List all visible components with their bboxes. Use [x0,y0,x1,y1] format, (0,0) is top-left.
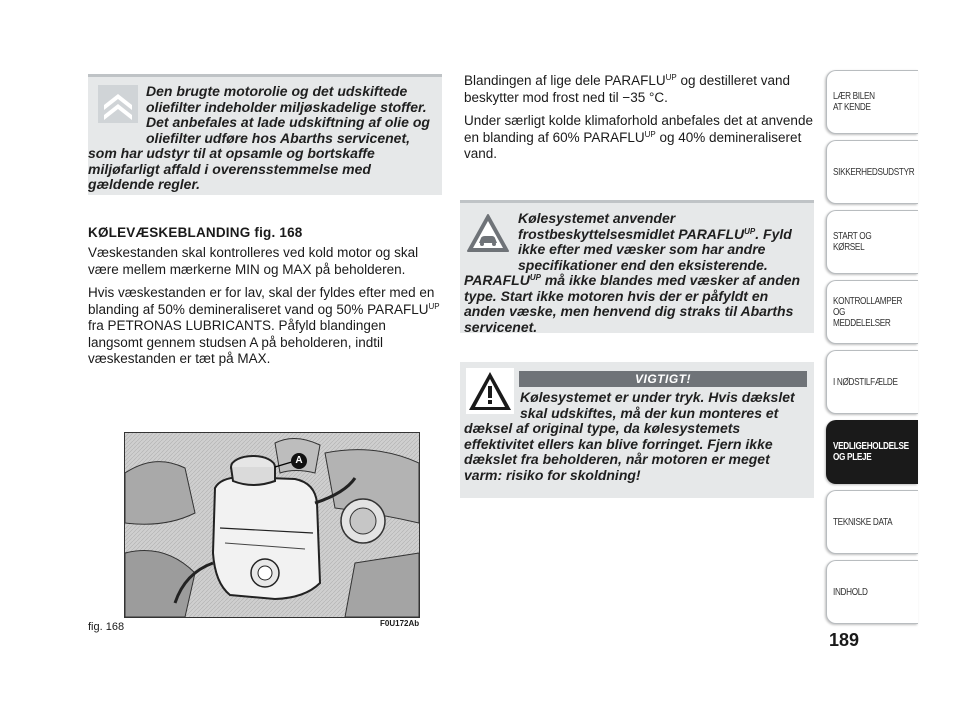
warning-text: Kølesystemet anvender frostbeskyttelsesmidlet $PARAFLU^{UP}$. Fyld ikke efter med væsker som har andre specifikationer end den eksisterende. $PARAFLU^{UP}$ må ikke blandes med væsker af anden type. Start ikke motoren hvis der er påfyldt en anden væske, men henvend dig straks til Abarths servicenet. [464,210,801,335]
section-title-figref: fig. 168 [250,225,303,240]
sidebar-tab-3[interactable] [826,210,918,274]
warning-note [460,200,814,333]
engine-bay-illustration [124,432,420,618]
sidebar-tab-label: KONTROLLAMPER OG MEDDELELSER [833,295,903,329]
right-paragraph-1: Blandingen af lige dele $PARAFLU^{UP}$ og destilleret vand beskytter mod frost ned til −35 °C. [464,73,791,105]
environment-note-text: Den brugte motorolie og det udskiftede oliefilter indeholder miljøskadelige stoffer. Det anbefales at lade udskiftning af olie og oliefilter udføre hos Abarths servicenet, som har udstyr til at opsamle og bortskaffe miljøfarligt affald i overensstemmelse med gældende regler. [88,83,430,192]
sidebar-tab-8[interactable] [826,560,918,624]
sidebar-tab-4[interactable] [826,280,918,344]
sidebar-tab-1[interactable] [826,70,918,134]
sidebar-tab-7[interactable] [826,490,918,554]
sidebar-tab-label: SIKKERHEDSUDSTYR [833,166,915,178]
figure-marker-a: A [291,453,307,469]
sidebar-tab-label: START OG KØRSEL [833,231,872,253]
important-note [460,362,814,498]
sidebar-tab-2[interactable] [826,140,918,204]
figure-code: F0U172Ab [380,619,420,628]
sidebar-tab-label: TEKNISKE DATA [833,516,893,528]
sidebar-tab-label: VEDLIGEHOLDELSE OG PLEJE [833,441,909,463]
important-text: Kølesystemet er under tryk. Hvis dækslet skal udskiftes, må der kun monteres et dæksel af original type, da kølesystemets effektivitet ellers kan blive forringet. Fjern ikke dækslet fra beholderen, når motoren er meget varm: risiko for skoldning! [464,389,795,483]
sidebar-tab-label: I NØDSTILFÆLDE [833,376,898,388]
important-label: VIGTIGT! [519,371,807,387]
sidebar-tab-6[interactable] [826,420,918,484]
section-title [88,225,303,240]
sidebar-tab-label: INDHOLD [833,586,868,598]
section-title-main: KØLEVÆSKEBLANDING [88,225,251,240]
right-body [464,73,814,170]
sidebar-tab-5[interactable] [826,350,918,414]
environment-note [88,74,442,195]
left-body [88,245,442,375]
sidebar-tab-label: LÆR BILEN AT KENDE [833,91,875,113]
right-paragraph-2: Under særligt kolde klimaforhold anbefales det at anvende en blanding af 60% $PARAFLU^{UP}$ og 40% demineraliseret vand. [464,113,813,161]
page-number: 189 [829,630,860,650]
figure-caption: fig. 168 [88,621,125,633]
paragraph-2: Hvis væskestanden er for lav, skal der fyldes efter med en blanding af 50% demineraliseret vand og 50% $PARAFLU^{UP}$ fra PETRONAS LUBRICANTS. Påfyld blandingen langsomt gennem studsen A på beholderen, indtil væskestanden er tæt på MAX. [88,285,440,366]
paragraph-1: Væskestanden skal kontrolleres ved kold motor og skal være mellem mærkerne MIN og MAX på beholderen. [88,245,419,277]
